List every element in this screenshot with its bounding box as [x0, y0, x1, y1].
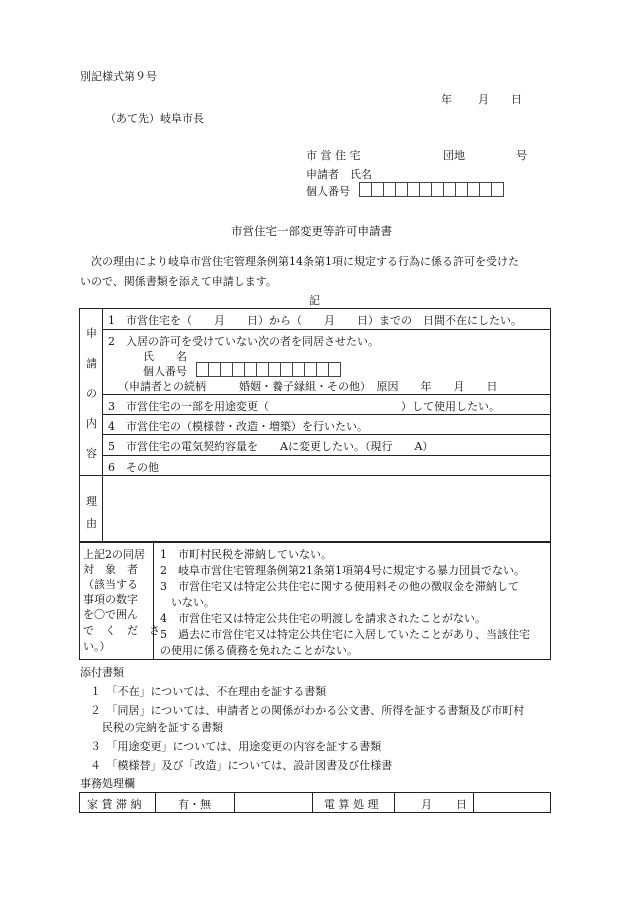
attach-title: 添付書類 — [80, 666, 124, 679]
content-label-5: 容 — [86, 447, 97, 460]
date-month: 月 — [478, 93, 489, 106]
item-1: 1 市営住宅を（ 月 日）から（ 月 日）までの 日間不在にしたい。 — [108, 314, 522, 327]
cohab-cond-5b: の使用に係る債務を免れたことがない。 — [160, 644, 358, 657]
cohab-label-4: 事項の数字 — [83, 593, 138, 606]
cohab-label-2: 対 象 者 — [83, 563, 138, 576]
cohab-label-6: で く だ さ — [83, 624, 160, 637]
office-day: 日 — [456, 798, 467, 811]
go-label: 号 — [516, 149, 527, 162]
office-calc-label: 電 算 処 理 — [324, 798, 379, 811]
office-month: 月 — [421, 798, 432, 811]
item-2-kojin-boxes[interactable] — [196, 362, 340, 377]
content-label-3: の — [86, 387, 97, 400]
date-day: 日 — [511, 93, 522, 106]
danchi-label: 団地 — [443, 149, 465, 162]
office-yes-no[interactable]: 有・無 — [178, 798, 211, 811]
housing-label: 市 営 住 宅 — [306, 149, 361, 162]
cohab-cond-2: 2 岐阜市営住宅管理条例第21条第1項第4号に規定する暴力団員でない。 — [160, 564, 525, 577]
content-label-4: 内 — [86, 417, 97, 430]
attach-2b: 民税の完納を証する書類 — [102, 721, 223, 734]
applicant-name-label: 申請者 氏名 — [306, 168, 372, 181]
item-2-title: 2 入居の許可を受けていない次の者を同居させたい。 — [108, 335, 379, 348]
office-table — [79, 792, 551, 813]
cohab-cond-1: 1 市町村民税を滞納していない。 — [160, 548, 332, 561]
office-rent-label: 家 賃 滞 納 — [87, 798, 142, 811]
cohab-cond-4: 4 市営住宅又は特定公共住宅の明渡しを請求されたことがない。 — [160, 612, 486, 625]
attach-4: ４ 「模様替」及び「改造」については、設計図書及び仕様書 — [90, 759, 393, 772]
cohab-cond-3b: いない。 — [160, 596, 215, 609]
form-code: 別記様式第９号 — [80, 70, 157, 83]
form-title: 市営住宅一部変更等許可申請書 — [231, 224, 392, 238]
reason-label-1: 理 — [86, 495, 97, 508]
cohab-cond-5a: 5 過去に市営住宅又は特定公共住宅に入居していたことがあり、当該住宅 — [160, 628, 530, 641]
addressee: （あて先）岐阜市長 — [105, 112, 204, 125]
date-year: 年 — [441, 93, 452, 106]
cohab-label-7: い。） — [83, 640, 111, 653]
applicant-kojin-boxes[interactable] — [359, 182, 503, 197]
intro-line-2: いので、関係書類を添えて申請します。 — [80, 275, 277, 288]
item-6: 6 その他 — [108, 461, 159, 474]
cohab-cond-3a: 3 市営住宅又は特定公共住宅に関する使用料その他の徴収金を滞納して — [160, 580, 519, 593]
ki-label: 記 — [309, 294, 320, 307]
attach-1: １ 「不在」については、不在理由を証する書類 — [90, 685, 327, 698]
kojin-label: 個人番号 — [306, 185, 350, 198]
content-label-1: 申 — [86, 327, 97, 340]
cohab-label-3: （該当する — [83, 578, 138, 591]
office-title: 事務処理欄 — [80, 777, 135, 790]
attach-3: ３ 「用途変更」については、用途変更の内容を証する書類 — [90, 740, 382, 753]
item-3: 3 市営住宅の一部を用途変更（ ）して使用したい。 — [108, 400, 500, 413]
attach-2a: ２ 「同居」については、申請者との関係がわかる公文書、所得を証する書類及び市町村 — [90, 704, 525, 717]
cohab-label-5: を〇で囲ん — [83, 608, 138, 621]
cohab-label-1: 上記2の同居 — [83, 548, 145, 561]
reason-label-2: 由 — [86, 517, 97, 530]
item-2-relation: （申請者との続柄 婚姻・養子縁組・その他） 原因 年 月 日 — [118, 380, 498, 393]
item-2-kojin-label: 個人番号 — [143, 365, 187, 378]
intro-line-1: 次の理由により岐阜市営住宅管理条例第14条第1項に規定する行為に係る許可を受けた — [80, 255, 519, 268]
content-label-2: 請 — [86, 357, 97, 370]
item-5: 5 市営住宅の電気契約容量を Aに変更したい。（現行 A） — [108, 440, 434, 453]
item-2-name-label: 氏 名 — [143, 350, 187, 363]
item-4: 4 市営住宅の（模様替・改造・増築）を行いたい。 — [108, 420, 368, 433]
